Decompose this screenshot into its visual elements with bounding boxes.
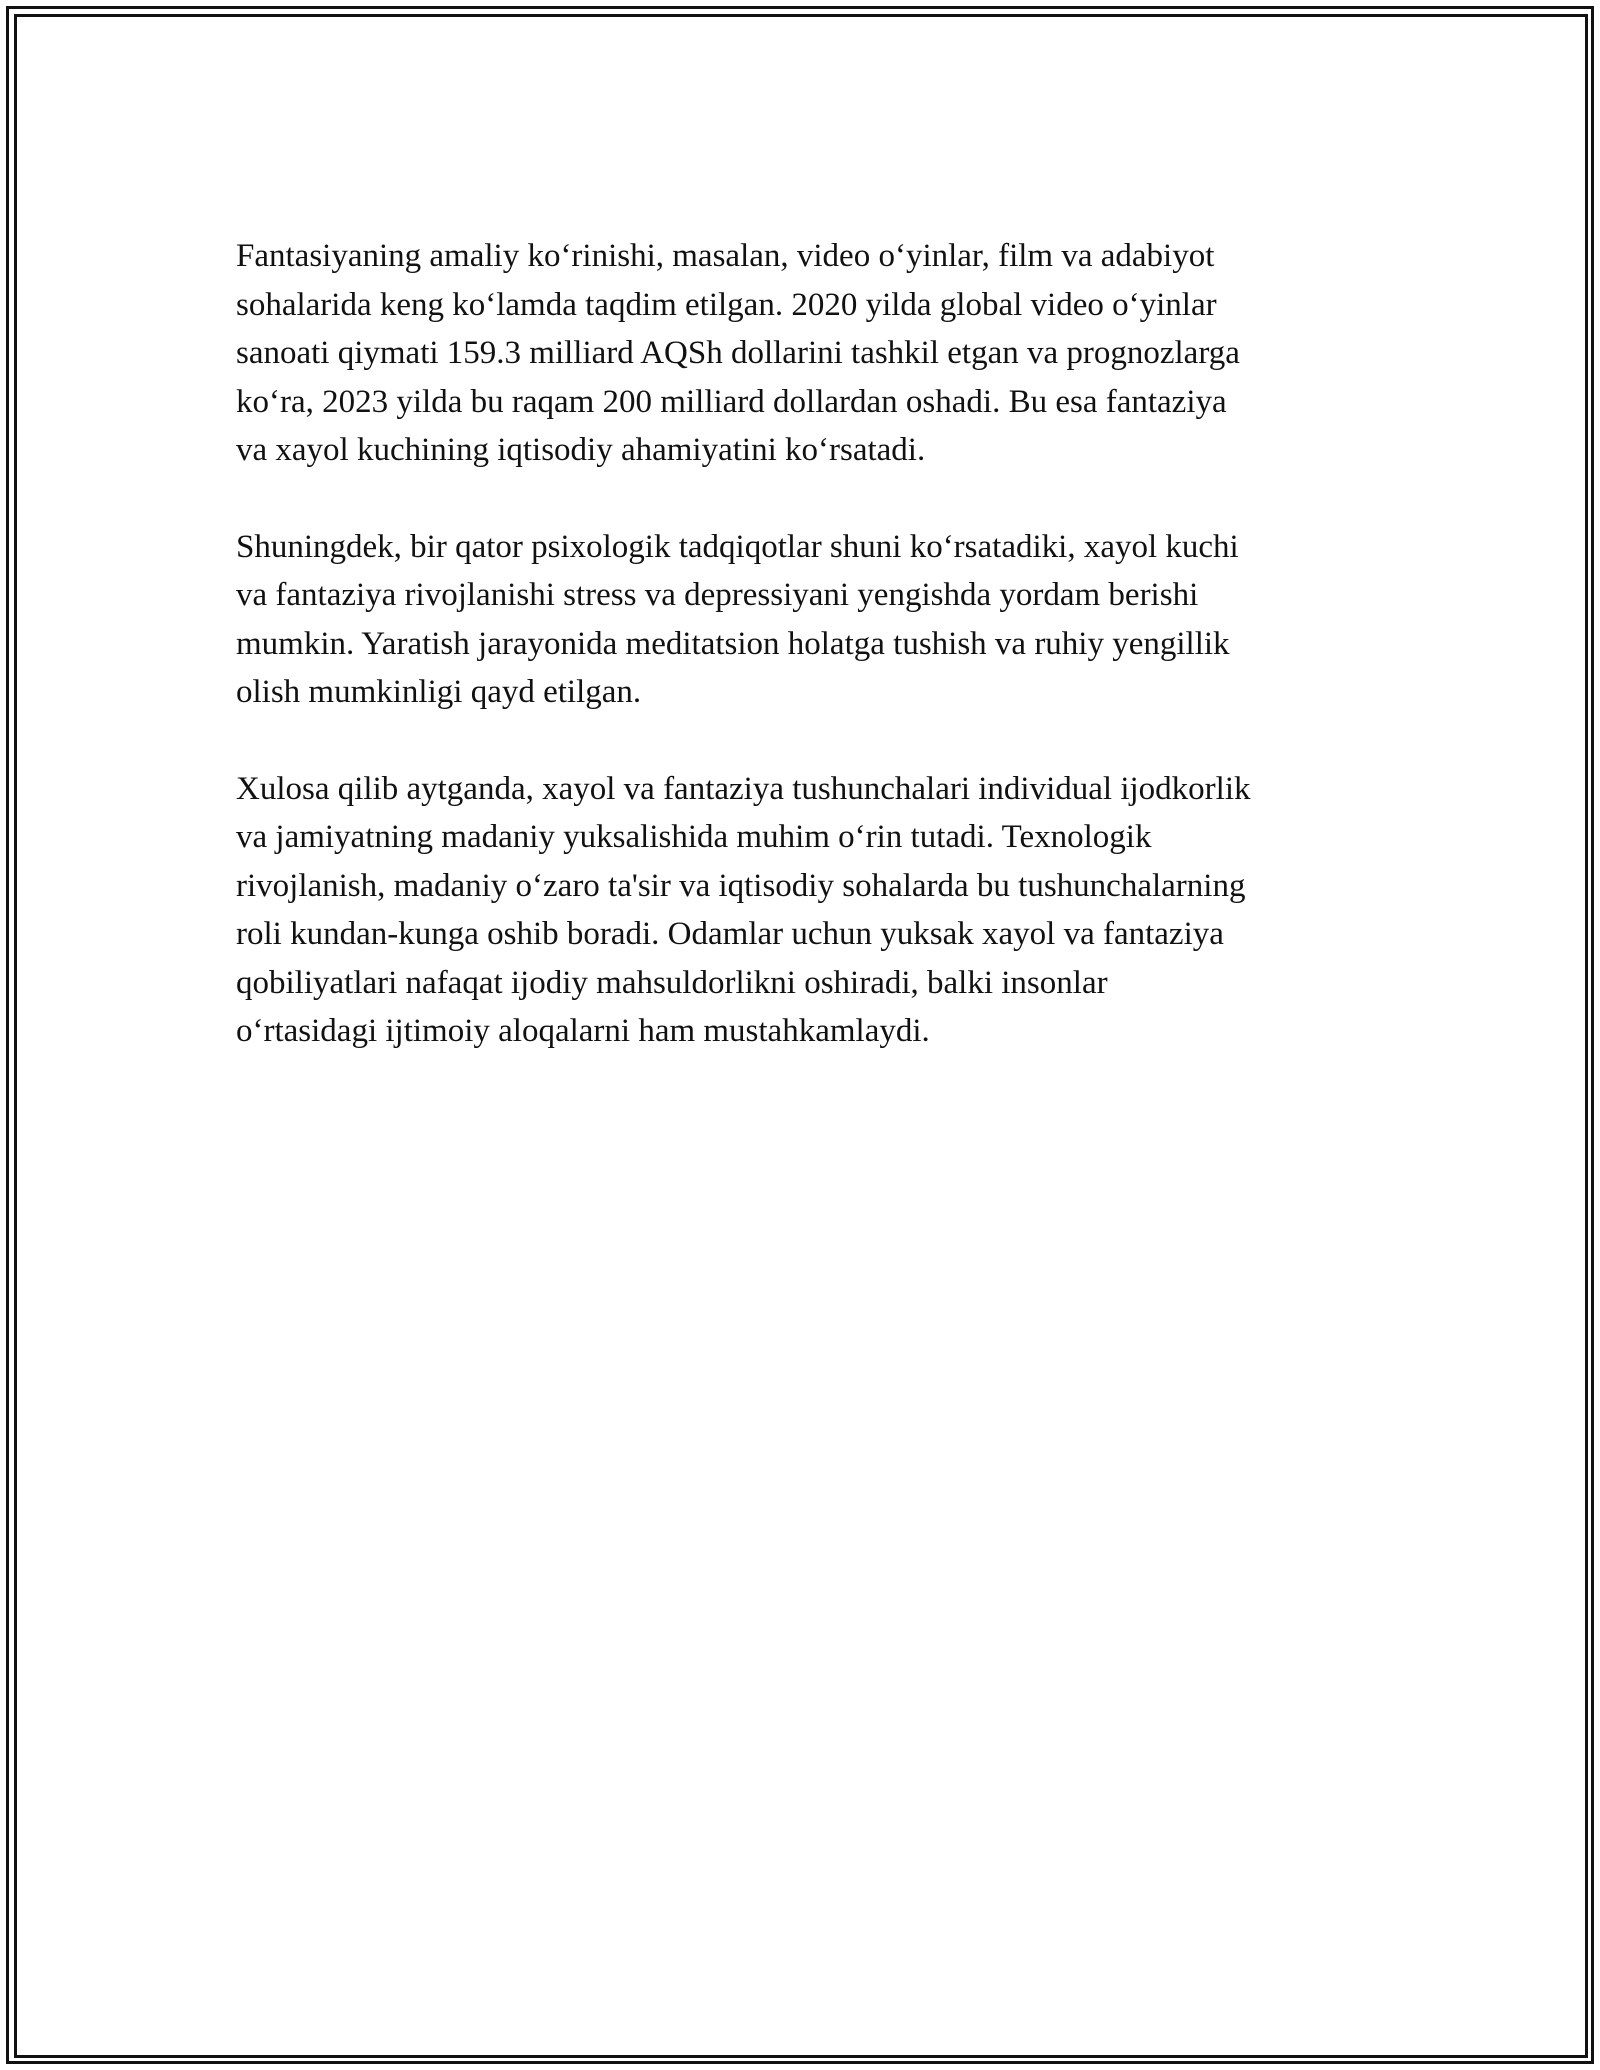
- paragraph-psychology: Shuningdek, bir qator psixologik tadqiqotlar shuni ko‘rsatadiki, xayol kuchi va fantaziya rivojlanishi stress va depressiyani yengishda yordam berishi mumkin. Yaratish jarayonida meditatsion holatga tushish va ruhiy yengillik olish mumkinligi qayd etilgan.: [236, 528, 1239, 710]
- paragraph-video-games: Fantasiyaning amaliy ko‘rinishi, masalan, video o‘yinlar, film va adabiyot sohalarida keng ko‘lamda taqdim etilgan. 2020 yilda global video o‘yinlar sanoati qiymati 159.3 milliard AQSh dollarini tashkil etgan va prognozlarga ko‘ra, 2023 yilda bu raqam 200 milliard dollardan oshadi. Bu esa fantaziya va xayol kuchining iqtisodiy ahamiyatini ko‘rsatadi.: [236, 238, 1240, 468]
- document-body: [236, 232, 1386, 1104]
- paragraph-conclusion: Xulosa qilib aytganda, xayol va fantaziya tushunchalari individual ijodkorlik va jamiyatning madaniy yuksalishida muhim o‘rin tutadi. Texnologik rivojlanish, madaniy o‘zaro ta'sir va iqtisodiy sohalarda bu tushunchalarning roli kundan-kunga oshib boradi. Odamlar uchun yuksak xayol va fantaziya qobiliyatlari nafaqat ijodiy mahsuldorlikni oshiradi, balki insonlar o‘rtasidagi ijtimoiy aloqalarni ham mustahkamlaydi.: [236, 770, 1251, 1049]
